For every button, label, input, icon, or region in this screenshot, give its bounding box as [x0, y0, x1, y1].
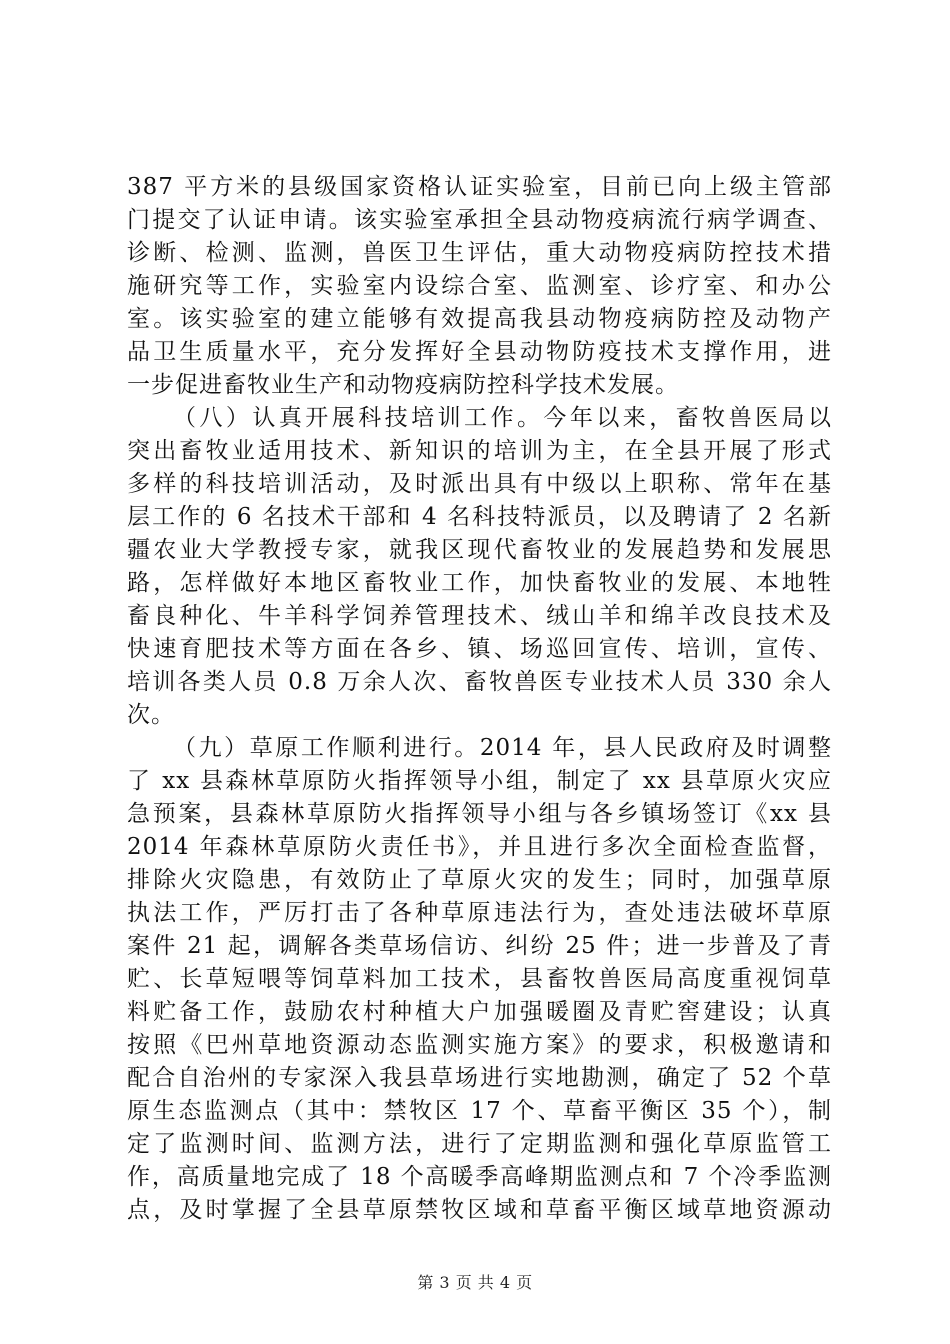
text-line: 定了监测时间、监测方法，进行了定期监测和强化草原监管工 [127, 1131, 832, 1157]
text-line: 2014 年森林草原防火责任书》，并且进行多次全面检查监督， [127, 834, 832, 860]
text-line: 387 平方米的县级国家资格认证实验室，目前已向上级主管部 [127, 174, 832, 200]
text-line: 点，及时掌握了全县草原禁牧区域和草畜平衡区域草地资源动 [127, 1197, 832, 1223]
page-footer [0, 1270, 950, 1293]
page-number-label: 第 3 页 共 4 页 [417, 1273, 533, 1292]
text-line: 路，怎样做好本地区畜牧业工作，加快畜牧业的发展、本地牲 [127, 570, 832, 596]
text-line: 疆农业大学教授专家，就我区现代畜牧业的发展趋势和发展思 [127, 537, 832, 563]
text-line: 了 xx 县森林草原防火指挥领导小组，制定了 xx 县草原火灾应 [127, 768, 832, 794]
paragraph-first-line: （九）草原工作顺利进行。2014 年，县人民政府及时调整 [173, 735, 832, 761]
text-line: 料贮备工作，鼓励农村种植大户加强暖圈及青贮窖建设；认真 [127, 999, 832, 1025]
text-line: 突出畜牧业适用技术、新知识的培训为主，在全县开展了形式 [127, 438, 832, 464]
text-line: 畜良种化、牛羊科学饲养管理技术、绒山羊和绵羊改良技术及 [127, 603, 832, 629]
text-line: 层工作的 6 名技术干部和 4 名科技特派员，以及聘请了 2 名新 [127, 504, 832, 530]
text-line: 贮、长草短喂等饲草料加工技术，县畜牧兽医局高度重视饲草 [127, 966, 832, 992]
text-line: 原生态监测点（其中：禁牧区 17 个、草畜平衡区 35 个），制 [127, 1098, 832, 1124]
text-line: 次。 [127, 702, 175, 728]
text-line: 按照《巴州草地资源动态监测实施方案》的要求，积极邀请和 [127, 1032, 832, 1058]
text-line: 一步促进畜牧业生产和动物疫病防控科学技术发展。 [127, 372, 679, 398]
text-line: 门提交了认证申请。该实验室承担全县动物疫病流行病学调查、 [127, 207, 832, 233]
text-line: 快速育肥技术等方面在各乡、镇、场巡回宣传、培训，宣传、 [127, 636, 832, 662]
text-line: 培训各类人员 0.8 万余人次、畜牧兽医专业技术人员 330 余人 [127, 669, 832, 695]
text-line: 案件 21 起，调解各类草场信访、纠纷 25 件；进一步普及了青 [127, 933, 832, 959]
text-line: 施研究等工作，实验室内设综合室、监测室、诊疗室、和办公 [127, 273, 832, 299]
text-line: 配合自治州的专家深入我县草场进行实地勘测，确定了 52 个草 [127, 1065, 832, 1091]
text-line: 急预案，县森林草原防火指挥领导小组与各乡镇场签订《xx 县 [127, 801, 832, 827]
text-line: 诊断、检测、监测，兽医卫生评估，重大动物疫病防控技术措 [127, 240, 832, 266]
text-line: 排除火灾隐患，有效防止了草原火灾的发生；同时，加强草原 [127, 867, 832, 893]
text-line: 执法工作，严厉打击了各种草原违法行为，查处违法破坏草原 [127, 900, 832, 926]
text-line: 作，高质量地完成了 18 个高暖季高峰期监测点和 7 个冷季监测 [127, 1164, 832, 1190]
document-body [127, 172, 832, 1228]
text-line: 品卫生质量水平，充分发挥好全县动物防疫技术支撑作用，进 [127, 339, 832, 365]
paragraph-first-line: （八）认真开展科技培训工作。今年以来，畜牧兽医局以 [173, 405, 832, 431]
text-line: 室。该实验室的建立能够有效提高我县动物疫病防控及动物产 [127, 306, 832, 332]
text-line: 多样的科技培训活动，及时派出具有中级以上职称、常年在基 [127, 471, 832, 497]
